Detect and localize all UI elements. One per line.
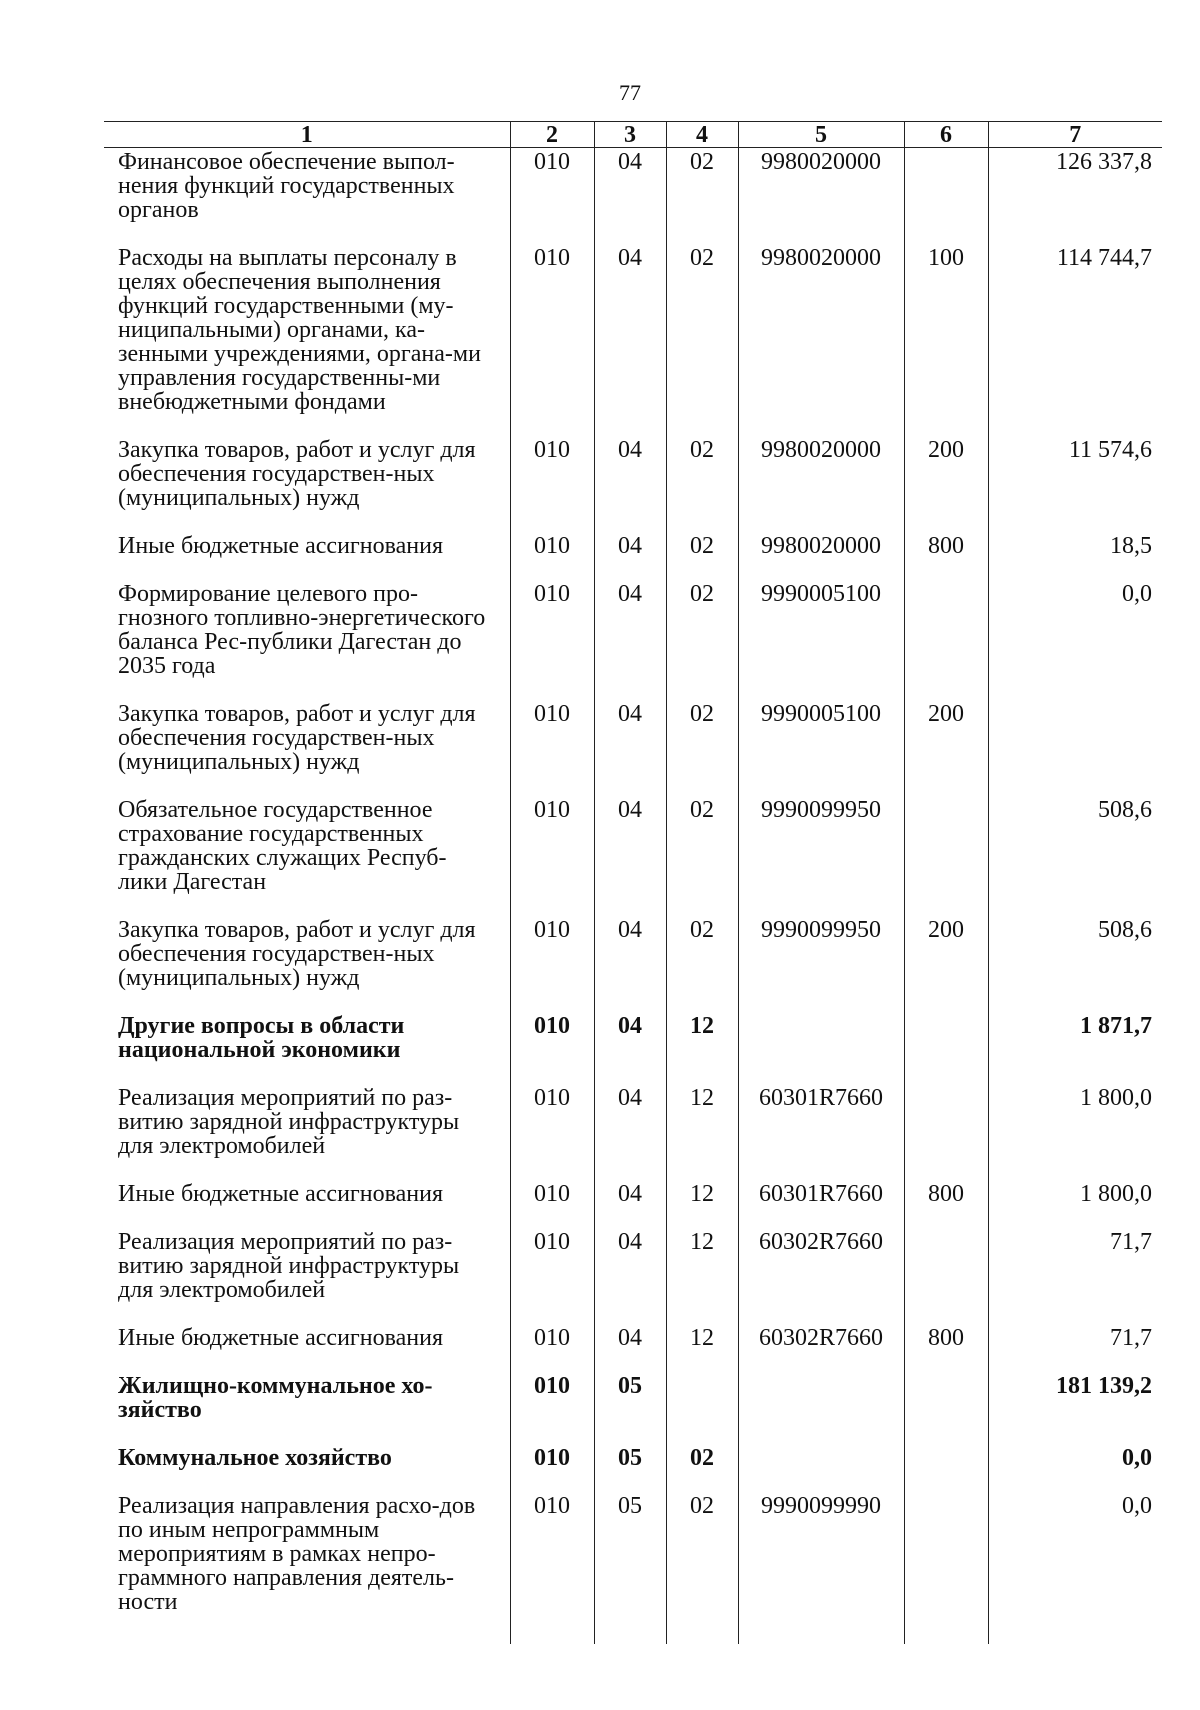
- cell-subsection-code: 02: [666, 148, 738, 237]
- cell-target-article: 9990099950: [738, 788, 904, 908]
- header-col-2: 2: [510, 122, 594, 148]
- table-row: [104, 1076, 1162, 1172]
- row-name: Формирование целевого про-гнозного топливно-энергетического баланса Рес-публики Дагестан до 2035 года: [118, 581, 486, 679]
- row-name: Закупка товаров, работ и услуг для обеспечения государствен-ных (муниципальных) нужд: [118, 437, 476, 511]
- cell-ministry-code: 010: [510, 1004, 594, 1076]
- cell-subsection-code: 02: [666, 428, 738, 524]
- cell-subsection-code: 12: [666, 1220, 738, 1316]
- table-row: [104, 788, 1162, 908]
- cell-section-code: 04: [594, 692, 666, 788]
- cell-subsection-code: 02: [666, 236, 738, 428]
- cell-subsection-code: 12: [666, 1076, 738, 1172]
- cell-section-code: 04: [594, 572, 666, 692]
- cell-ministry-code: 010: [510, 908, 594, 1004]
- cell-ministry-code: 010: [510, 1484, 594, 1644]
- row-name: Иные бюджетные ассигнования: [118, 1325, 443, 1351]
- cell-amount: 11 574,6: [988, 428, 1162, 524]
- cell-subsection-code: 02: [666, 1484, 738, 1644]
- cell-target-article: 9990005100: [738, 572, 904, 692]
- cell-amount: [988, 692, 1162, 788]
- cell-section-code: 04: [594, 1316, 666, 1364]
- cell-target-article: [738, 1436, 904, 1484]
- cell-expense-type: 200: [904, 428, 988, 524]
- cell-expense-type: 800: [904, 1316, 988, 1364]
- cell-ministry-code: 010: [510, 236, 594, 428]
- cell-ministry-code: 010: [510, 1364, 594, 1436]
- cell-amount: 1 800,0: [988, 1172, 1162, 1220]
- cell-expense-type: 800: [904, 524, 988, 572]
- cell-amount: 1 871,7: [988, 1004, 1162, 1076]
- cell-section-code: 04: [594, 1076, 666, 1172]
- cell-ministry-code: 010: [510, 692, 594, 788]
- cell-amount: 18,5: [988, 524, 1162, 572]
- cell-expense-type: 200: [904, 908, 988, 1004]
- cell-section-code: 04: [594, 1004, 666, 1076]
- table-row: [104, 1172, 1162, 1220]
- cell-amount: 71,7: [988, 1316, 1162, 1364]
- row-name: Закупка товаров, работ и услуг для обеспечения государствен-ных (муниципальных) нужд: [118, 701, 476, 775]
- cell-subsection-code: 02: [666, 572, 738, 692]
- cell-ministry-code: 010: [510, 428, 594, 524]
- cell-target-article: 9980020000: [738, 236, 904, 428]
- table-row: [104, 148, 1162, 237]
- row-name: Иные бюджетные ассигнования: [118, 533, 443, 559]
- cell-subsection-code: 12: [666, 1172, 738, 1220]
- cell-section-code: 04: [594, 236, 666, 428]
- row-name: Реализация направления расхо-дов по иным непрограммным мероприятиям в рамках непро-граммного направления деятель-ности: [118, 1493, 476, 1615]
- table-body: [104, 148, 1162, 1645]
- row-name: Расходы на выплаты персоналу в целях обеспечения выполнения функций государственными (му-ниципальными) органами, ка-зенными учреждениями, органа-ми управления государственны-ми внебюджетными фондами: [118, 245, 481, 415]
- cell-target-article: 9980020000: [738, 148, 904, 237]
- cell-amount: 508,6: [988, 788, 1162, 908]
- header-col-5: 5: [738, 122, 904, 148]
- table-row: [104, 428, 1162, 524]
- table-row: [104, 1484, 1162, 1644]
- cell-section-code: 04: [594, 524, 666, 572]
- row-name: Закупка товаров, работ и услуг для обеспечения государствен-ных (муниципальных) нужд: [118, 917, 476, 991]
- table-row: [104, 1004, 1162, 1076]
- cell-section-code: 04: [594, 1172, 666, 1220]
- cell-expense-type: 800: [904, 1172, 988, 1220]
- cell-section-code: 05: [594, 1364, 666, 1436]
- cell-expense-type: [904, 1436, 988, 1484]
- cell-amount: 0,0: [988, 572, 1162, 692]
- header-col-3: 3: [594, 122, 666, 148]
- cell-expense-type: 100: [904, 236, 988, 428]
- cell-target-article: 9990099950: [738, 908, 904, 1004]
- row-name: Коммунальное хозяйство: [118, 1445, 392, 1471]
- cell-target-article: 9990005100: [738, 692, 904, 788]
- cell-expense-type: [904, 788, 988, 908]
- cell-subsection-code: 02: [666, 1436, 738, 1484]
- cell-target-article: 9980020000: [738, 524, 904, 572]
- table-row: [104, 1364, 1162, 1436]
- cell-section-code: 04: [594, 1220, 666, 1316]
- cell-target-article: 60302R7660: [738, 1220, 904, 1316]
- cell-ministry-code: 010: [510, 1436, 594, 1484]
- cell-expense-type: [904, 1076, 988, 1172]
- cell-subsection-code: 12: [666, 1004, 738, 1076]
- cell-ministry-code: 010: [510, 148, 594, 237]
- cell-target-article: 9990099990: [738, 1484, 904, 1644]
- cell-subsection-code: 02: [666, 692, 738, 788]
- cell-subsection-code: 02: [666, 908, 738, 1004]
- cell-amount: 0,0: [988, 1484, 1162, 1644]
- row-name: Другие вопросы в области национальной экономики: [118, 1013, 405, 1063]
- table-header: [104, 122, 1162, 148]
- cell-expense-type: [904, 1364, 988, 1436]
- row-name: Иные бюджетные ассигнования: [118, 1181, 443, 1207]
- cell-target-article: 60301R7660: [738, 1172, 904, 1220]
- cell-ministry-code: 010: [510, 1316, 594, 1364]
- cell-section-code: 04: [594, 908, 666, 1004]
- cell-ministry-code: 010: [510, 1220, 594, 1316]
- table-row: [104, 572, 1162, 692]
- cell-ministry-code: 010: [510, 572, 594, 692]
- cell-amount: 0,0: [988, 1436, 1162, 1484]
- table-row: [104, 1316, 1162, 1364]
- row-name: Обязательное государственное страхование государственных гражданских служащих Респуб-лики Дагестан: [118, 797, 447, 895]
- table-row: [104, 524, 1162, 572]
- cell-section-code: 04: [594, 428, 666, 524]
- table-row: [104, 236, 1162, 428]
- cell-target-article: 60301R7660: [738, 1076, 904, 1172]
- cell-expense-type: [904, 1220, 988, 1316]
- cell-section-code: 04: [594, 148, 666, 237]
- cell-subsection-code: [666, 1364, 738, 1436]
- row-name: Реализация мероприятий по раз-витию зарядной инфраструктуры для электромобилей: [118, 1229, 460, 1303]
- cell-target-article: 60302R7660: [738, 1316, 904, 1364]
- row-name: Финансовое обеспечение выпол-нения функций государственных органов: [118, 149, 455, 223]
- cell-subsection-code: 02: [666, 524, 738, 572]
- cell-expense-type: [904, 148, 988, 237]
- table-row: [104, 1436, 1162, 1484]
- cell-section-code: 05: [594, 1436, 666, 1484]
- cell-target-article: 9980020000: [738, 428, 904, 524]
- cell-amount: 1 800,0: [988, 1076, 1162, 1172]
- cell-expense-type: [904, 1484, 988, 1644]
- cell-target-article: [738, 1364, 904, 1436]
- cell-amount: 71,7: [988, 1220, 1162, 1316]
- row-name: Реализация мероприятий по раз-витию зарядной инфраструктуры для электромобилей: [118, 1085, 460, 1159]
- header-row: [104, 122, 1162, 148]
- cell-subsection-code: 12: [666, 1316, 738, 1364]
- cell-target-article: [738, 1004, 904, 1076]
- cell-amount: 508,6: [988, 908, 1162, 1004]
- cell-expense-type: [904, 572, 988, 692]
- page-number: 77: [619, 80, 641, 105]
- table-row: [104, 692, 1162, 788]
- cell-amount: 126 337,8: [988, 148, 1162, 237]
- header-col-7: 7: [988, 122, 1162, 148]
- cell-subsection-code: 02: [666, 788, 738, 908]
- header-col-1: 1: [104, 122, 510, 148]
- table-row: [104, 1220, 1162, 1316]
- header-col-4: 4: [666, 122, 738, 148]
- cell-expense-type: 200: [904, 692, 988, 788]
- cell-ministry-code: 010: [510, 524, 594, 572]
- cell-section-code: 05: [594, 1484, 666, 1644]
- row-name: Жилищно-коммунальное хо-зяйство: [118, 1373, 433, 1423]
- table-row: [104, 908, 1162, 1004]
- cell-section-code: 04: [594, 788, 666, 908]
- cell-ministry-code: 010: [510, 788, 594, 908]
- cell-expense-type: [904, 1004, 988, 1076]
- cell-amount: 114 744,7: [988, 236, 1162, 428]
- cell-ministry-code: 010: [510, 1172, 594, 1220]
- cell-amount: 181 139,2: [988, 1364, 1162, 1436]
- header-col-6: 6: [904, 122, 988, 148]
- budget-table: [104, 121, 1162, 1644]
- cell-ministry-code: 010: [510, 1076, 594, 1172]
